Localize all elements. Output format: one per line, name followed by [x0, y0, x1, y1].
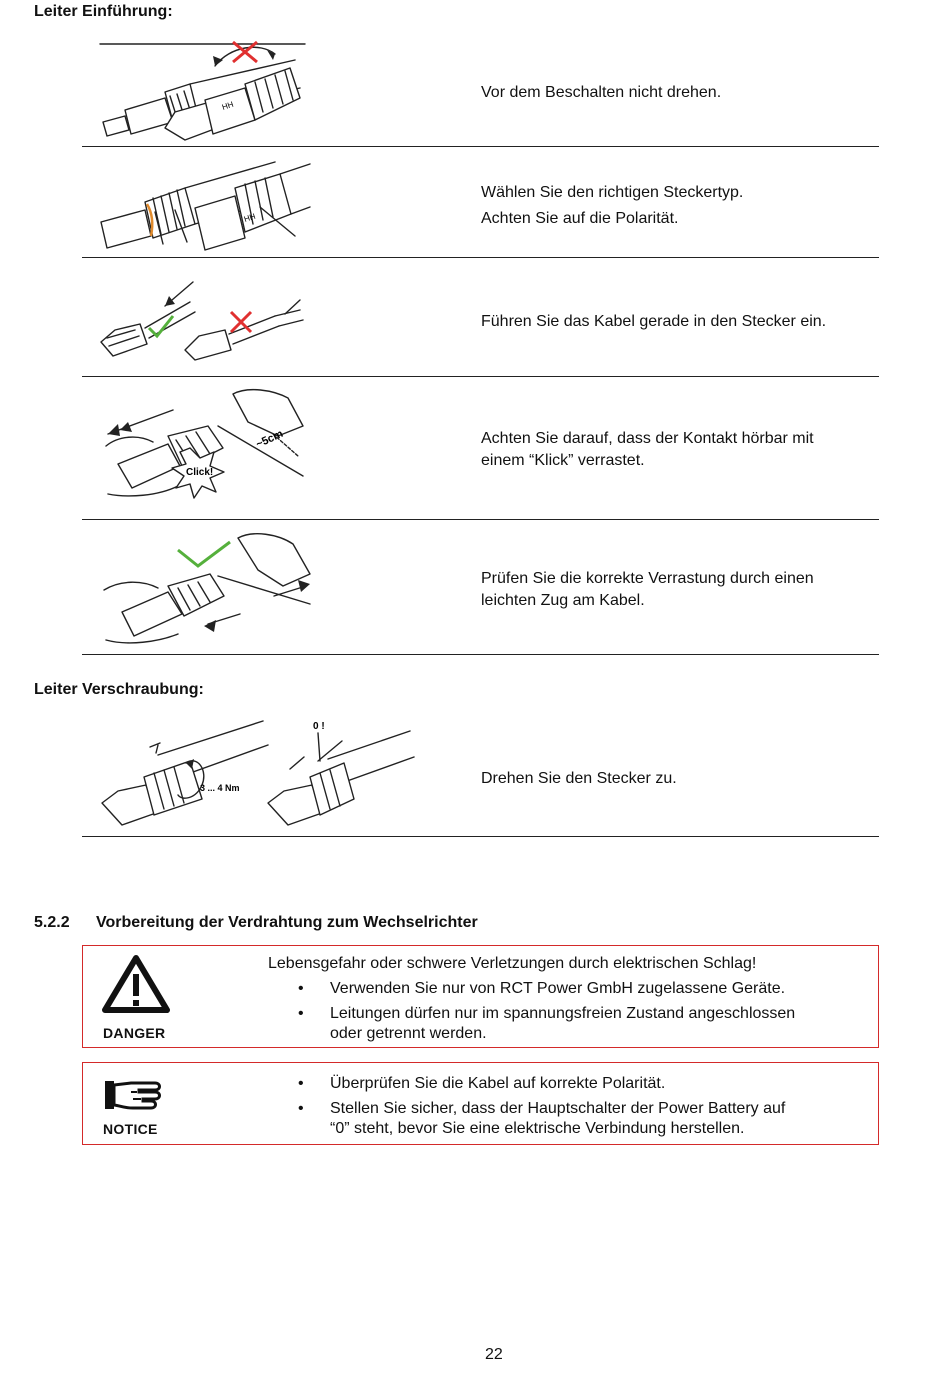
illustration-click-contact [98, 386, 313, 511]
svg-text:HH: HH [242, 211, 257, 224]
torque-label: 3 ... 4 Nm [200, 783, 240, 793]
list-item: • Überprüfen Sie die Kabel auf korrekte Polarität. [268, 1074, 868, 1094]
step-5-text-line1: Prüfen Sie die korrekte Verrastung durch einen [481, 570, 814, 587]
check-icon [178, 542, 230, 566]
click-badge: Click! [186, 467, 214, 478]
step-3-text: Führen Sie das Kabel gerade in den Stecker ein. [481, 313, 827, 330]
step-2-text-line2: Achten Sie auf die Polarität. [481, 210, 679, 227]
screw-step-text: Drehen Sie den Stecker zu. [481, 770, 677, 787]
pointing-hand-icon [103, 1077, 173, 1113]
danger-content [268, 954, 868, 1049]
list-item: • Verwenden Sie nur von RCT Power GmbH zugelassene Geräte. [268, 979, 868, 999]
warning-triangle-icon [101, 954, 171, 1014]
measure-label: ~5cm [254, 427, 286, 451]
svg-text:HH: HH [220, 99, 235, 112]
illustration-insert-straight [95, 272, 315, 362]
section-title: Vorbereitung der Verdrahtung zum Wechselrichter [96, 914, 478, 931]
step-1-text: Vor dem Beschalten nicht drehen. [481, 84, 722, 101]
section-title-intro: Leiter Einführung: [34, 3, 173, 20]
step-4-text-line1: Achten Sie darauf, dass der Kontakt hörbar mit [481, 430, 814, 447]
danger-label: DANGER [103, 1025, 166, 1041]
divider [82, 836, 879, 837]
step-2-text-line1: Wählen Sie den richtigen Steckertyp. [481, 184, 744, 201]
list-item: • Leitungen dürfen nur im spannungsfreien Zustand angeschlossen oder getrennt werden. [268, 1004, 868, 1044]
illustration-pull-test [98, 530, 313, 648]
notice-content [268, 1074, 868, 1144]
notice-box [82, 1062, 879, 1145]
page-number: 22 [485, 1346, 503, 1363]
divider [82, 146, 879, 147]
divider [82, 257, 879, 258]
divider [82, 376, 879, 377]
illustration-connector-types [95, 152, 315, 252]
divider [82, 654, 879, 655]
gap-label: 0 ! [313, 721, 325, 732]
illustration-screw-connector [98, 715, 418, 833]
step-5-text-line2: leichten Zug am Kabel. [481, 592, 645, 609]
section-number: 5.2.2 [34, 914, 70, 931]
list-item: • Stellen Sie sicher, dass der Hauptschalter der Power Battery auf “0” steht, bevor Sie eine elektrische Verbindung herstellen. [268, 1099, 868, 1139]
danger-box [82, 945, 879, 1048]
divider [82, 519, 879, 520]
illustration-no-rotate [95, 40, 315, 140]
cross-icon [233, 42, 257, 62]
step-4-text-line2: einem “Klick” verrastet. [481, 452, 645, 469]
notice-label: NOTICE [103, 1121, 158, 1137]
danger-intro: Lebensgefahr oder schwere Verletzungen durch elektrischen Schlag! [268, 955, 757, 972]
section-title-screw: Leiter Verschraubung: [34, 681, 204, 698]
